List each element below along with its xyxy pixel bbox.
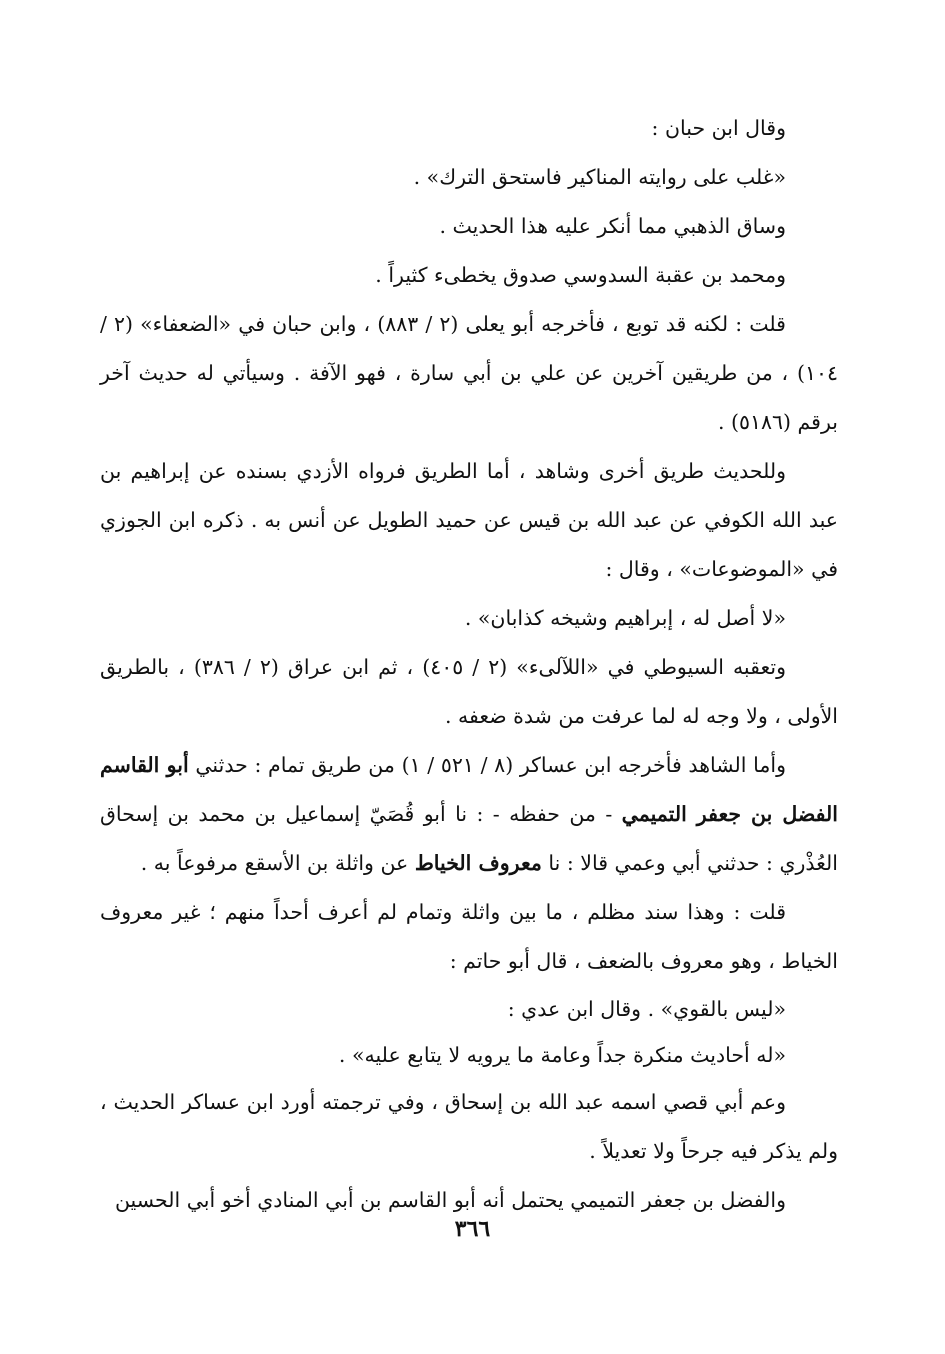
paragraph-14: والفضل بن جعفر التميمي يحتمل أنه أبو القاسم بن أبي المنادي أخو أبي الحسين [114, 1188, 786, 1212]
quote-ibn-adi: «له أحاديث منكرة جداً وعامة ما يرويه لا يتابع عليه» . [338, 1043, 786, 1067]
quote-ibn-aljawzi: «لا أصل له ، إبراهيم وشيخه كذابان» . [464, 606, 786, 630]
quote-abu-hatim: «ليس بالقوي» . وقال ابن عدي : [507, 997, 786, 1021]
quote-ibn-hibban: «غلب على روايته المناكير فاستحق الترك» . [413, 165, 786, 189]
paragraph-8: وتعقبه السيوطي في «اللآلىء» (٢ / ٤٠٥) ، ثم ابن عراق (٢ / ٣٨٦) ، بالطريق الأولى ، ولا وجه له لما عرفت من شدة ضعفه . [100, 655, 838, 728]
paragraph-9-text-a: وأما الشاهد فأخرجه ابن عساكر (٨ / ٥٢١ / ١) من طريق تمام : حدثني [188, 753, 786, 777]
paragraph-9-bold-maruf: معروف الخياط [414, 851, 542, 875]
paragraph-10: قلت : وهذا سند مظلم ، ما بين واثلة وتمام لم أعرف أحداً منهم ؛ غير معروف الخياط ، وهو معروف بالضعف ، قال أبو حاتم : [100, 900, 838, 973]
paragraph-13: وعم أبي قصي اسمه عبد الله بن إسحاق ، وفي ترجمته أورد ابن عساكر الحديث ، ولم يذكر فيه جرحاً ولا تعديلاً . [100, 1090, 838, 1163]
paragraph-3: وساق الذهبي مما أنكر عليه هذا الحديث . [439, 214, 786, 238]
page-number: ٣٦٦ [454, 1216, 491, 1242]
paragraph-4: ومحمد بن عقبة السدوسي صدوق يخطىء كثيراً . [375, 263, 786, 287]
document-body [100, 104, 838, 1225]
paragraph-5: قلت : لكنه قد توبع ، فأخرجه أبو يعلى (٢ / ٨٨٣) ، وابن حبان في «الضعفاء» (٢ / ١٠٤) ، من طريقين آخرين عن علي بن أبي سارة ، فهو الآفة . وسيأتي له حديث آخر برقم (٥١٨٦) . [100, 312, 838, 434]
paragraph-9 [100, 741, 838, 888]
paragraph-6: وللحديث طريق أخرى وشاهد ، أما الطريق فرواه الأزدي بسنده عن إبراهيم بن عبد الله الكوفي عن عبد الله بن قيس عن حميد الطويل عن أنس به . ذكره ابن الجوزي في «الموضوعات» ، وقال : [100, 459, 838, 581]
paragraph-1: وقال ابن حبان : [651, 116, 786, 140]
paragraph-9-bold-name: أبو القاسم الفضل بن جعفر التميمي [100, 753, 838, 826]
paragraph-9-text-e: عن واثلة بن الأسقع مرفوعاً به . [140, 851, 415, 875]
paragraph-9-text-c: - من حفظه - : نا أبو قُصَيّ إسماعيل بن محمد بن إسحاق العُذْري : حدثني أبي وعمي قالا : نا [100, 802, 838, 875]
